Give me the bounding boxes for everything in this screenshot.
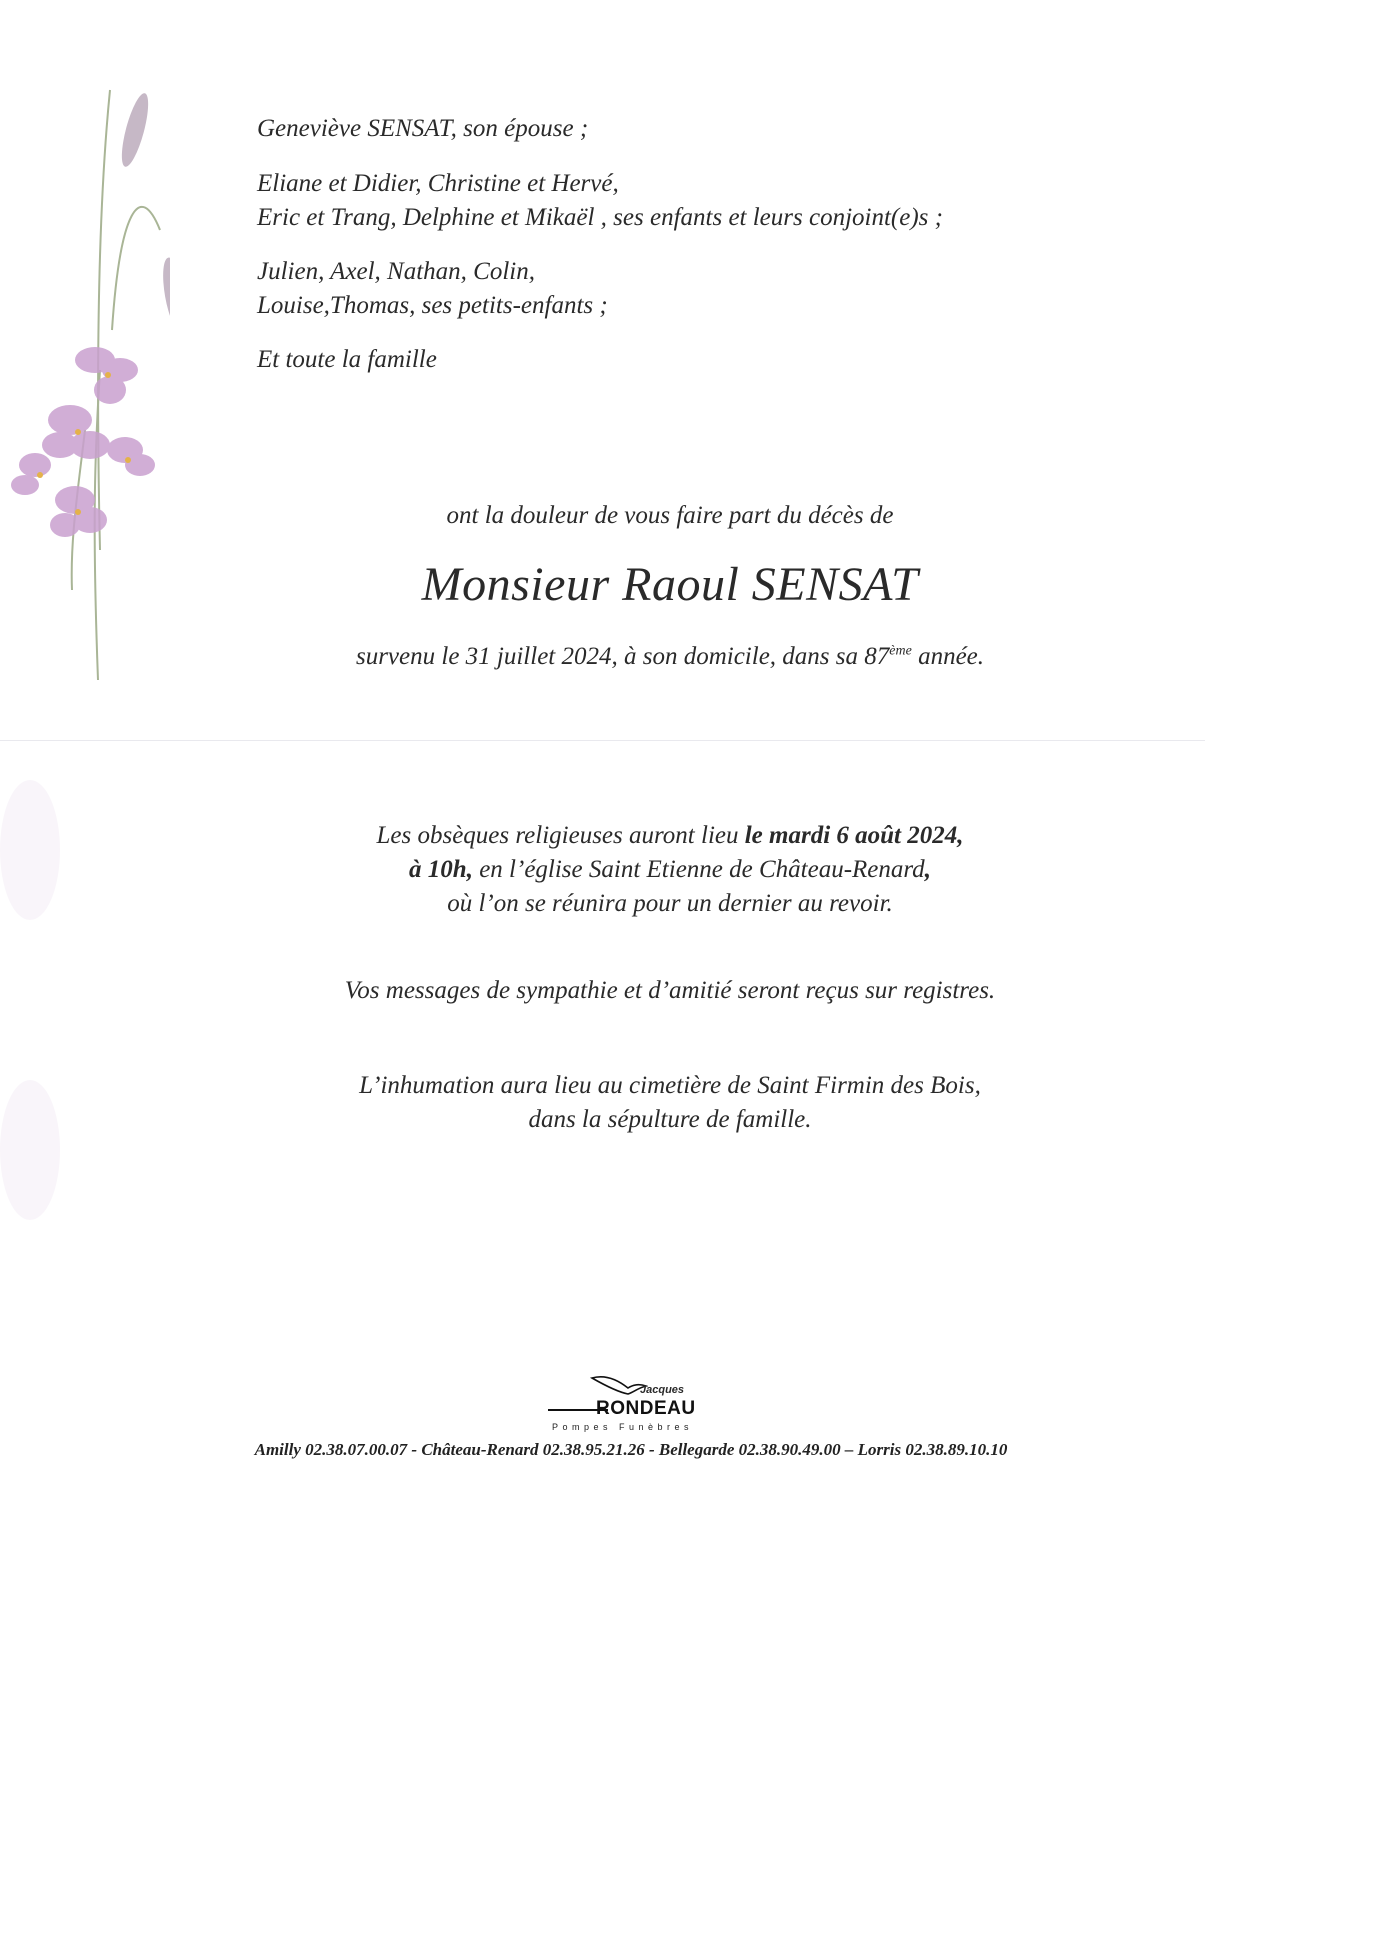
burial-line-2: dans la sépulture de famille. [528, 1106, 812, 1133]
death-details-superscript: ème [889, 643, 912, 659]
death-details-prefix: survenu le 31 juillet 2024, à son domicile, dans sa 87 [355, 643, 890, 670]
logo-sub-text: Pompes Funèbres [552, 1422, 694, 1432]
family-whole: Et toute la famille [257, 346, 437, 373]
funeral-comma: , [924, 856, 931, 883]
rondeau-logo [548, 1378, 718, 1436]
funeral-line-2 [0, 856, 1340, 884]
funeral-date: le mardi 6 août 2024, [744, 822, 964, 849]
contact-phones: Amilly 02.38.07.00.07 - Château-Renard 02.38.95.21.26 - Bellegarde 02.38.90.49.00 – Lorris 02.38.89.10.10 [254, 1440, 1008, 1459]
burial-line-1: L’inhumation aura lieu au cimetière de Saint Firmin des Bois, [359, 1072, 981, 1099]
family-children-line-2: Eric et Trang, Delphine et Mikaël , ses enfants et leurs conjoint(e)s ; [257, 204, 943, 231]
family-grandchildren-line-2: Louise,Thomas, ses petits-enfants ; [257, 292, 608, 319]
condolences: Vos messages de sympathie et d’amitié seront reçus sur registres. [344, 977, 996, 1004]
funeral-time: à 10h, [409, 856, 473, 883]
family-wife: Geneviève SENSAT, son épouse ; [257, 115, 589, 142]
funeral-line-1 [0, 822, 1340, 850]
family-grandchildren-line-1: Julien, Axel, Nathan, Colin, [257, 258, 535, 285]
announcement-intro: ont la douleur de vous faire part du décès de [446, 502, 894, 529]
decorative-tint [0, 1080, 60, 1220]
death-details-suffix: année. [911, 643, 985, 670]
funeral-line-1-prefix: Les obsèques religieuses auront lieu [376, 822, 745, 849]
logo-main-text: RONDEAU [596, 1398, 696, 1419]
fold-line [0, 740, 1205, 741]
deceased-name: Monsieur Raoul SENSAT [421, 558, 919, 611]
family-children-line-1: Eliane et Didier, Christine et Hervé, [257, 170, 619, 197]
funeral-line-3: où l’on se réunira pour un dernier au revoir. [447, 890, 893, 917]
death-details [0, 643, 1340, 671]
logo-top-text: Jacques [640, 1384, 685, 1396]
funeral-location: en l’église Saint Etienne de Château-Renard [472, 856, 925, 883]
